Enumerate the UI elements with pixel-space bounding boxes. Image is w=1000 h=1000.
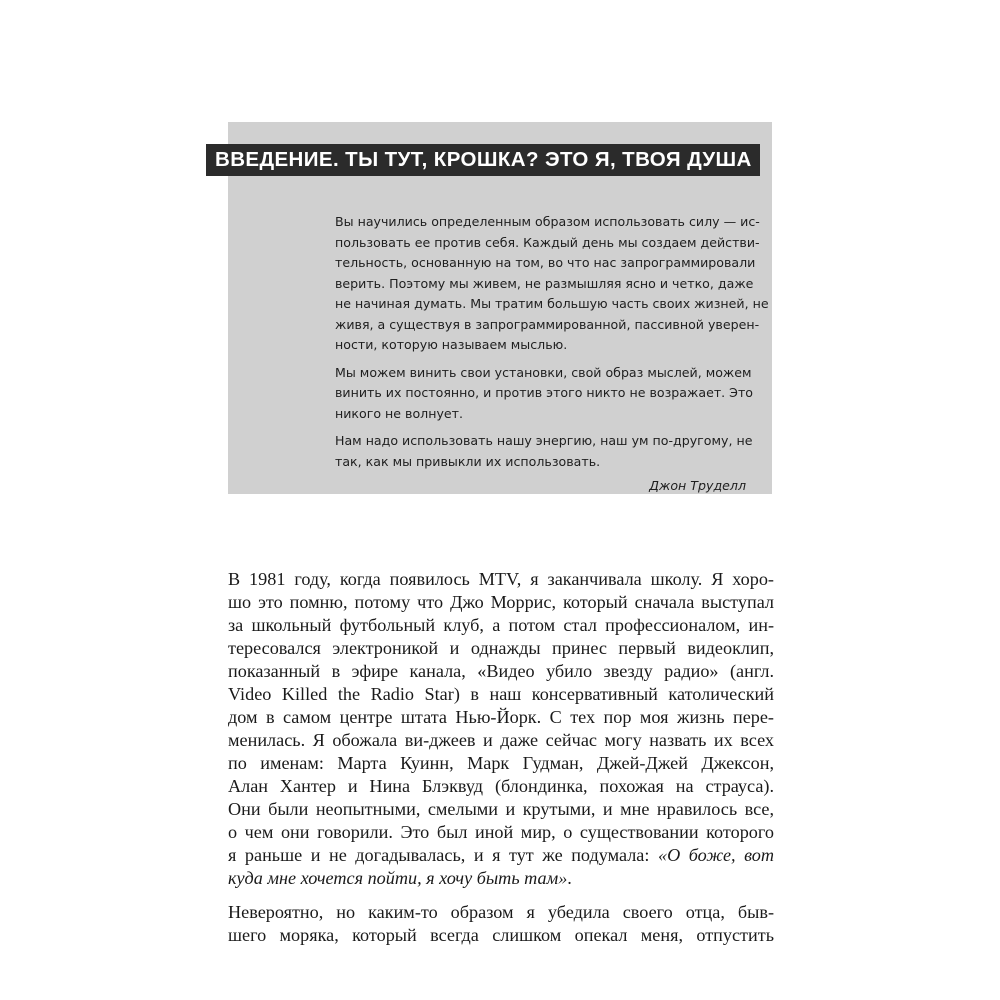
body-text <box>228 568 774 958</box>
body-line <box>228 867 774 890</box>
body-line: Невероятно, но каким-то образом я убедила своего отца, быв- <box>228 902 774 922</box>
epigraph-paragraph <box>335 431 755 472</box>
body-line: по именам: Марта Куинн, Марк Гудман, Джей-Джей Джексон, <box>228 753 774 773</box>
body-line <box>228 844 774 867</box>
body-line: показанный в эфире канала, «Видео убило звезду радио» (англ. <box>228 661 774 681</box>
epigraph-paragraph <box>335 212 769 356</box>
body-line: тересовался электроникой и однажды принес первый видеоклип, <box>228 638 774 658</box>
body-line-quote: «О боже, вот <box>657 845 774 865</box>
body-line-quote: куда мне хочется пойти, я хочу быть там» <box>228 868 568 888</box>
chapter-title: ВВЕДЕНИЕ. ТЫ ТУТ, КРОШКА? ЭТО Я, ТВОЯ ДУША <box>206 144 760 176</box>
epigraph-line: верить. Поэтому мы живем, не размышляя ясно и четко, даже <box>335 275 754 291</box>
body-line: шо это помню, потому что Джо Моррис, который сначала выступал <box>228 592 774 612</box>
epigraph-line: винить их постоянно, и против этого никто не возражает. Это <box>335 385 754 400</box>
body-paragraph <box>228 568 774 890</box>
epigraph-line: так, как мы привыкли их использовать. <box>335 453 601 469</box>
body-paragraph <box>228 901 774 947</box>
body-line: Video Killed the Radio Star) в наш консервативный католический <box>228 684 774 704</box>
body-line: В 1981 году, когда появилось MTV, я заканчивала школу. Я хоро- <box>228 569 774 589</box>
body-line: за школьный футбольный клуб, а потом стал профессионалом, ин- <box>228 615 774 635</box>
epigraph-paragraph <box>335 363 755 425</box>
body-line: Алан Хантер и Нина Блэквуд (блондинка, похожая на страуса). <box>228 776 774 796</box>
epigraph-line: тельность, основанную на том, во что нас запрограммировали <box>335 255 756 270</box>
epigraph-author: Джон Труделл <box>649 478 746 493</box>
epigraph-line: пользовать ее против себя. Каждый день мы создаем действи- <box>335 234 760 250</box>
body-line: шего моряка, который всегда слишком опекал меня, отпустить <box>228 925 774 945</box>
body-line-text: я раньше и не догадывалась, и я тут же подумала: <box>228 845 658 865</box>
epigraph-line: Вы научились определенным образом использовать силу — ис- <box>335 214 760 229</box>
body-line: о чем они говорили. Это был иной мир, о существовании которого <box>228 822 774 842</box>
epigraph-line: не начиная думать. Мы тратим большую часть своих жизней, не <box>335 296 769 311</box>
body-line: дом в самом центре штата Нью-Йорк. С тех пор моя жизнь пере- <box>228 707 774 727</box>
epigraph-line: ности, которую называем мыслью. <box>335 337 568 352</box>
body-line-text: . <box>567 868 572 888</box>
epigraph-line: Мы можем винить свои установки, свой образ мыслей, можем <box>335 364 752 380</box>
epigraph <box>335 212 769 497</box>
epigraph-line: никого не волнует. <box>335 405 463 421</box>
epigraph-line: живя, а существуя в запрограммированной, пассивной уверен- <box>335 316 760 332</box>
body-line: Они были неопытными, смелыми и крутыми, и мне нравилось все, <box>228 799 774 819</box>
epigraph-line: Нам надо использовать нашу энергию, наш ум по-другому, не <box>335 433 753 448</box>
body-line: менилась. Я обожала ви-джеев и даже сейчас могу назвать их всех <box>228 730 774 750</box>
